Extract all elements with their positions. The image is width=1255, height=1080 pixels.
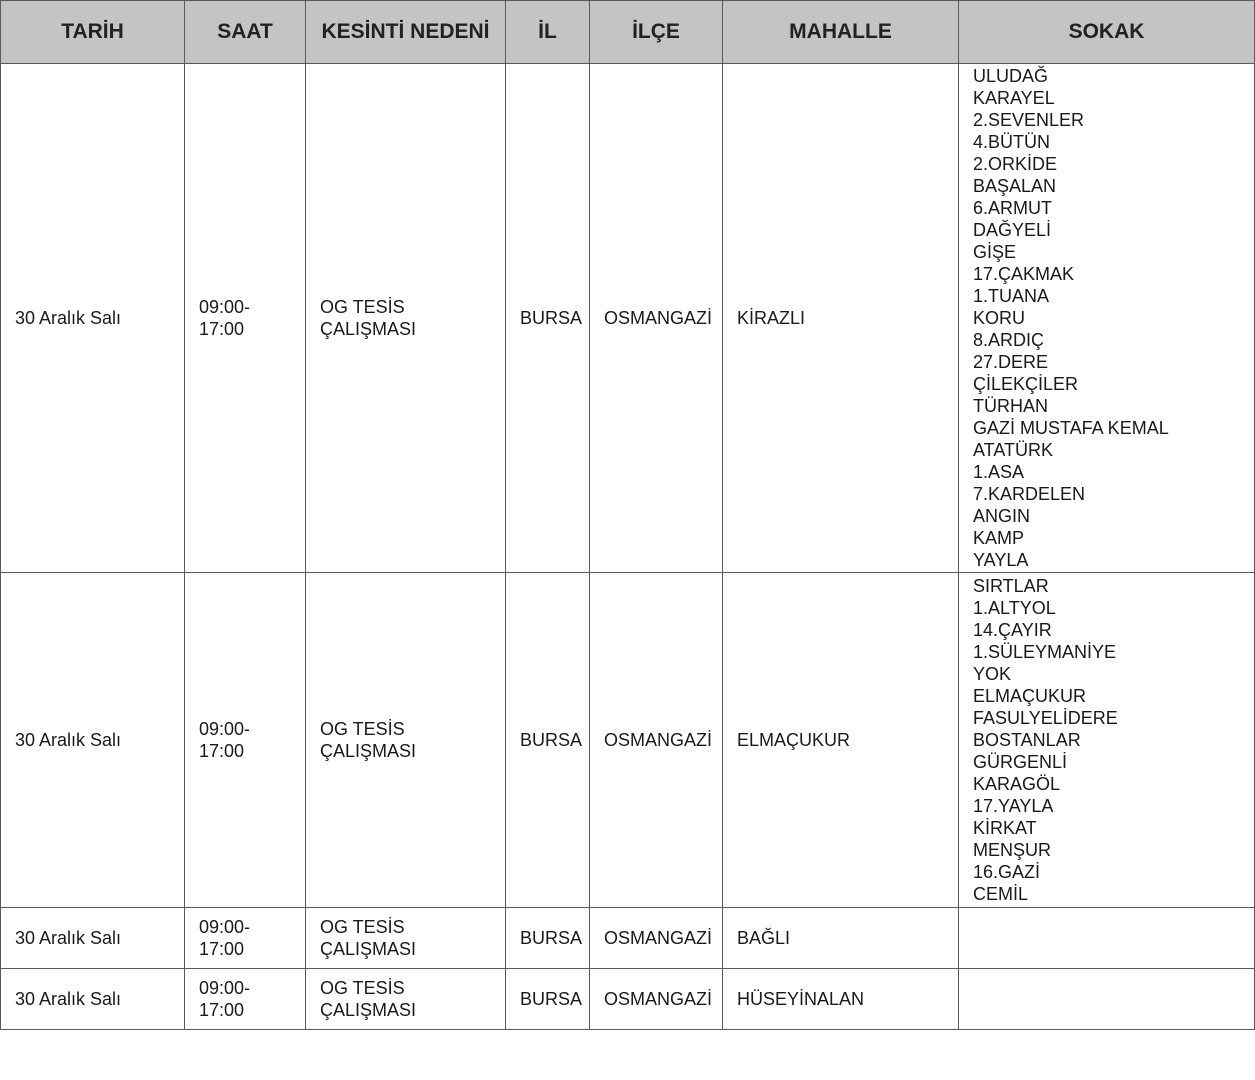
mahalle-cell: HÜSEYİNALAN (723, 969, 959, 1030)
street-item: ÇİLEKÇİLER (973, 374, 1079, 394)
street-item: KORU (973, 308, 1026, 328)
table-row (1, 573, 1255, 908)
neden-line-2: ÇALIŞMASI (320, 741, 417, 761)
street-item: KARAYEL (973, 88, 1055, 108)
table-row (1, 908, 1255, 969)
il-cell: BURSA (506, 573, 590, 908)
street-item: KARAGÖL (973, 774, 1061, 794)
header-saat: SAAT (185, 1, 306, 64)
street-item: GAZİ MUSTAFA KEMAL (973, 418, 1169, 438)
street-item: DAĞYELİ (973, 220, 1052, 240)
street-item: ELMAÇUKUR (973, 686, 1087, 706)
street-item: CEMİL (973, 884, 1029, 904)
street-item: 7.KARDELEN (973, 484, 1086, 504)
header-kesinti-nedeni: KESİNTİ NEDENİ (306, 1, 506, 64)
street-item: 17.ÇAKMAK (973, 264, 1075, 284)
table-row (1, 969, 1255, 1030)
street-item: 17.YAYLA (973, 796, 1054, 816)
saat-start: 09:00- (199, 719, 251, 739)
saat-cell (185, 908, 306, 969)
saat-end: 17:00 (199, 741, 245, 761)
saat-start: 09:00- (199, 978, 251, 998)
header-sokak: SOKAK (959, 1, 1255, 64)
table-header-row (1, 1, 1255, 64)
header-tarih: TARİH (1, 1, 185, 64)
neden-line-1: OG TESİS (320, 297, 405, 317)
neden-line-2: ÇALIŞMASI (320, 319, 417, 339)
neden-line-1: OG TESİS (320, 917, 405, 937)
saat-end: 17:00 (199, 1000, 245, 1020)
mahalle-cell: KİRAZLI (723, 64, 959, 573)
neden-line-2: ÇALIŞMASI (320, 939, 417, 959)
street-item: 1.TUANA (973, 286, 1050, 306)
saat-start: 09:00- (199, 917, 251, 937)
street-item: 2.SEVENLER (973, 110, 1085, 130)
street-item: YAYLA (973, 550, 1029, 570)
mahalle-cell: BAĞLI (723, 908, 959, 969)
sokak-cell (959, 908, 1255, 969)
neden-line-2: ÇALIŞMASI (320, 1000, 417, 1020)
street-item: 4.BÜTÜN (973, 132, 1051, 152)
street-item: 6.ARMUT (973, 198, 1053, 218)
street-item: BAŞALAN (973, 176, 1057, 196)
kesinti-nedeni-cell (306, 64, 506, 573)
saat-cell (185, 969, 306, 1030)
street-item: BOSTANLAR (973, 730, 1081, 750)
ilce-cell: OSMANGAZİ (590, 573, 723, 908)
street-item: KİRKAT (973, 818, 1037, 838)
tarih-cell: 30 Aralık Salı (1, 573, 185, 908)
saat-end: 17:00 (199, 319, 245, 339)
street-item: 16.GAZİ (973, 862, 1041, 882)
table-row (1, 64, 1255, 573)
street-item: 2.ORKİDE (973, 154, 1058, 174)
il-cell: BURSA (506, 64, 590, 573)
sokak-cell (959, 573, 1255, 908)
kesinti-nedeni-cell (306, 969, 506, 1030)
ilce-cell: OSMANGAZİ (590, 969, 723, 1030)
sokak-cell (959, 969, 1255, 1030)
street-list (973, 575, 1240, 905)
kesinti-nedeni-cell (306, 908, 506, 969)
street-item: 27.DERE (973, 352, 1049, 372)
street-item: GİŞE (973, 242, 1017, 262)
street-item: SIRTLAR (973, 576, 1049, 596)
street-list (973, 65, 1240, 571)
il-cell: BURSA (506, 908, 590, 969)
kesinti-nedeni-cell (306, 573, 506, 908)
ilce-cell: OSMANGAZİ (590, 64, 723, 573)
saat-end: 17:00 (199, 939, 245, 959)
tarih-cell: 30 Aralık Salı (1, 908, 185, 969)
street-item: 1.SÜLEYMANİYE (973, 642, 1117, 662)
street-item: KAMP (973, 528, 1025, 548)
tarih-cell: 30 Aralık Salı (1, 64, 185, 573)
saat-cell (185, 573, 306, 908)
street-item: ATATÜRK (973, 440, 1053, 460)
mahalle-cell: ELMAÇUKUR (723, 573, 959, 908)
neden-line-1: OG TESİS (320, 978, 405, 998)
street-item: FASULYELİDERE (973, 708, 1118, 728)
street-item: ANGIN (973, 506, 1031, 526)
il-cell: BURSA (506, 969, 590, 1030)
street-item: GÜRGENLİ (973, 752, 1068, 772)
street-item: 1.ASA (973, 462, 1025, 482)
neden-line-1: OG TESİS (320, 719, 405, 739)
street-item: 1.ALTYOL (973, 598, 1056, 618)
header-ilce: İLÇE (590, 1, 723, 64)
street-item: MENŞUR (973, 840, 1052, 860)
saat-cell (185, 64, 306, 573)
street-item: 14.ÇAYIR (973, 620, 1052, 640)
sokak-cell (959, 64, 1255, 573)
street-item: YOK (973, 664, 1012, 684)
tarih-cell: 30 Aralık Salı (1, 969, 185, 1030)
street-item: ULUDAĞ (973, 66, 1049, 86)
header-il: İL (506, 1, 590, 64)
street-item: TÜRHAN (973, 396, 1048, 416)
saat-start: 09:00- (199, 297, 251, 317)
ilce-cell: OSMANGAZİ (590, 908, 723, 969)
header-mahalle: MAHALLE (723, 1, 959, 64)
street-item: 8.ARDIÇ (973, 330, 1045, 350)
